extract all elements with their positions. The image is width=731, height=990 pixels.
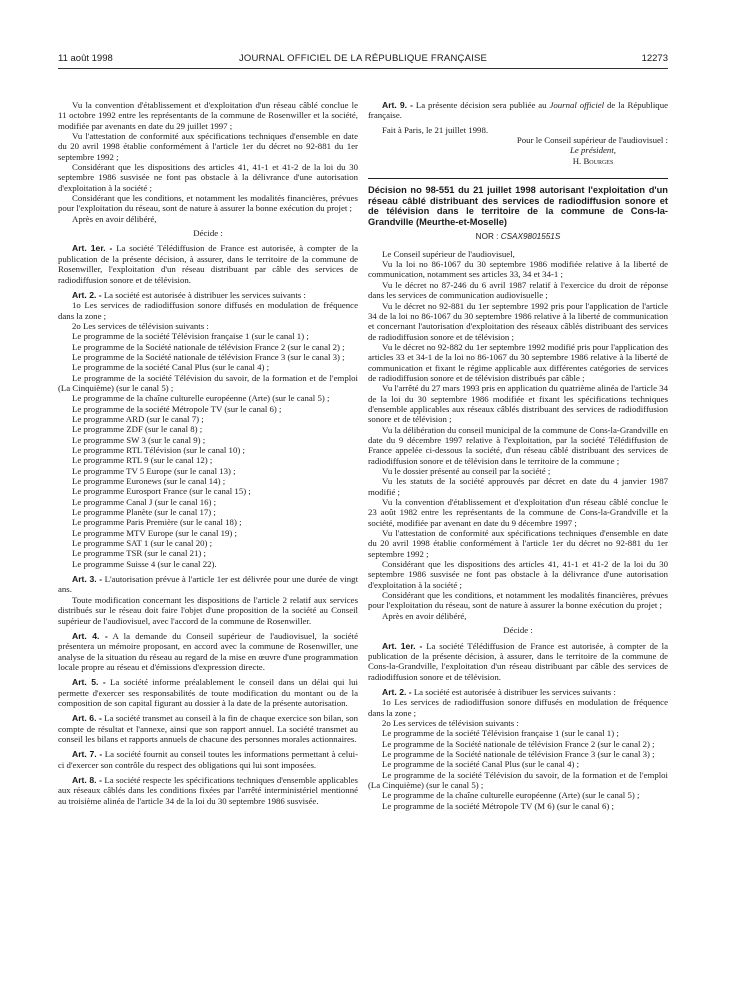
service-item: Le programme RTL Télévision (sur le canal 10) ;: [72, 445, 245, 455]
article-9: [368, 100, 668, 121]
article-text: A la demande du Conseil supérieur de l'audiovisuel, la société présentera un mémoire proposant, en accord avec la commune de Rosenwiller, une analyse de la situation du réseau au regard de la mise en œuvre d'une programmation locale propre au réseau et d'émissions d'expression directe.: [58, 630, 359, 672]
service-item: Le programme de la Société nationale de télévision France 3 (sur le canal 3) ;: [72, 351, 345, 362]
article: [58, 631, 358, 672]
consideration-paragraph: Après en avoir délibéré,: [72, 213, 157, 224]
article-9-text-a: La présente décision sera publiée au: [415, 100, 550, 110]
article: [58, 574, 358, 595]
article: [58, 290, 358, 300]
service-item: Le programme de la chaîne culturelle européenne (Arte) (sur le canal 5) ;: [382, 790, 640, 801]
service-item: Le programme de la société Canal Plus (sur le canal 4) ;: [72, 362, 270, 373]
consideration-paragraph: Considérant que les conditions, et notamment les modalités financières, prévues pour l'exploitation du réseau, sont de nature à assurer la bonne exécution du projet ;: [58, 193, 358, 214]
service-item: Le programme de la chaîne culturelle européenne (Arte) (sur le canal 5) ;: [72, 393, 330, 404]
article-number: Art. 4. -: [72, 630, 108, 641]
service-item: 1o Les services de radiodiffusion sonore diffusés en modulation de fréquence dans la zone ;: [368, 697, 668, 718]
article: [58, 243, 358, 284]
article-number: Art. 1er. -: [72, 243, 113, 254]
article-text: Toute modification concernant les dispositions de l'article 2 relatif aux services distribués sur le réseau doit faire l'objet d'une proposition de la société au Conseil supérieur de l'audiovisuel, avec l'accord de la commune de Rosenwiller.: [58, 594, 358, 626]
service-item: Le programme Canal J (sur le canal 16) ;: [72, 496, 217, 507]
service-item: Le programme SW 3 (sur le canal 9) ;: [72, 434, 206, 445]
article-number: Art. 1er. -: [382, 640, 423, 651]
right-considerations: [368, 249, 668, 621]
service-item: Le programme TV 5 Europe (sur le canal 13) ;: [72, 465, 236, 476]
service-item: Le programme Planète (sur le canal 17) ;: [72, 507, 216, 518]
service-item: Le programme RTL 9 (sur le canal 12) ;: [72, 455, 213, 466]
article-text: La société respecte les spécifications techniques d'ensemble applicables aux réseaux câblés dans les conditions fixées par l'arrêté interministériel mentionné au troisième alinéa de l'article 34 de la loi du 30 septembre 1986 susvisée.: [58, 774, 358, 806]
signature-role: [368, 145, 668, 155]
right-column: [368, 100, 668, 811]
service-item: Le programme de la Société nationale de télévision France 2 (sur le canal 2) ;: [382, 738, 655, 749]
consideration-paragraph: Vu la loi no 86-1067 du 30 septembre 1986 modifiée relative à la liberté de communication, notamment ses articles 33, 34 et 34-1 ;: [368, 259, 668, 280]
consideration-paragraph: Vu la convention d'établissement et d'exploitation d'un réseau câblé conclue le 23 août 1982 entre les représentants de la commune de Cons-la-Grandville et la société, modifiée par avenant en date du 9 décembre 1997 ;: [368, 497, 668, 528]
left-services-list: [58, 300, 358, 569]
service-item: Le programme de la société Télévision du savoir, de la formation et de l'emploi (La Cinquième) (sur le canal 5) ;: [368, 769, 668, 790]
service-item: Le programme de la société Télévision du savoir, de la formation et de l'emploi (La Cinquième) (sur le canal 5) ;: [58, 372, 358, 393]
consideration-paragraph: Vu le dossier présenté au conseil par la société ;: [382, 466, 551, 476]
article-text: La société est autorisée à distribuer les services suivants :: [103, 289, 306, 300]
article-9-text-b: de la République française.: [368, 100, 669, 121]
article: [58, 677, 358, 708]
service-item: Le programme Paris Première (sur le canal 18) ;: [72, 517, 242, 528]
service-item: 2o Les services de télévision suivants :: [72, 320, 209, 331]
article: [58, 749, 358, 770]
consideration-paragraph: Considérant que les dispositions des articles 41, 41-1 et 41-2 de la loi du 30 septembre 1986 susvisée ne font pas obstacle à la délivrance d'une autorisation d'exploitation à la société ;: [368, 559, 668, 590]
page-number: 12273: [641, 53, 668, 64]
article-text: La société transmet au conseil à la fin de chaque exercice son bilan, son compte de résultat et l'annexe, ainsi que son rapport annuel. La société transmet au conseil les bilans et rapports annuels de chacune des personnes morales actionnaires.: [58, 713, 358, 744]
consideration-paragraph: Vu le décret no 92-882 du 1er septembre 1992 modifié pris pour l'application des articles 33 et 34-1 de la loi no 86-1067 du 30 septembre 1986 relative à la liberté de communication et fixant le régime applicable aux différentes catégories de services de radiodiffusion sonore et de télévision distribués par câble ;: [368, 341, 668, 383]
service-item: 2o Les services de télévision suivants :: [382, 717, 519, 728]
article: [58, 713, 358, 744]
article-number: Art. 8. -: [72, 774, 102, 785]
article: [58, 775, 358, 806]
service-item: Le programme Eurosport France (sur le canal 15) ;: [72, 486, 251, 497]
consideration-paragraph: Vu l'attestation de conformité aux spécifications techniques d'ensemble en date du 20 avril 1998 établie conformément à l'article 1er du décret no 92-881 du 1er septembre 1992 ;: [368, 528, 668, 559]
left-considerations: [58, 100, 358, 224]
decision-title: Décision no 98-551 du 21 juillet 1998 autorisant l'exploitation d'un réseau câblé distribuant des services de radiodiffusion sonore et de télévision dans le territoire de la commune de Cons-la-Grandville (Meurthe-et-Moselle): [368, 178, 668, 227]
page-header: [58, 53, 668, 67]
service-item: Le programme ARD (sur le canal 7) ;: [72, 413, 204, 424]
article: [368, 687, 668, 697]
service-item: Le programme ZDF (sur le canal 8) ;: [72, 424, 203, 435]
article-text: La société fournit au conseil toutes les informations permettant à celui-ci d'exercer son contrôle du respect des obligations qui lui sont imposées.: [58, 749, 359, 770]
service-item: Le programme de la société Métropole TV (M 6) (sur le canal 6) ;: [382, 800, 614, 811]
article-number: Art. 7. -: [72, 749, 103, 760]
service-item: 1o Les services de radiodiffusion sonore diffusés en modulation de fréquence dans la zone ;: [58, 300, 358, 321]
header-rule: [58, 68, 668, 69]
article-9-number: Art. 9. -: [382, 100, 413, 110]
article-number: Art. 2. -: [72, 289, 102, 300]
left-articles-b: [58, 574, 358, 806]
article-number: Art. 3. -: [72, 574, 103, 585]
left-articles: [58, 243, 358, 300]
nor-code: CSAX9801551S: [500, 232, 561, 242]
service-item: Le programme MTV Europe (sur le canal 19) ;: [72, 527, 237, 538]
service-item: Le programme de la Société nationale de télévision France 2 (sur le canal 2) ;: [72, 341, 345, 352]
service-item: Le programme Suisse 4 (sur le canal 22).: [72, 558, 217, 569]
signature-role-text: Le président,: [570, 145, 616, 156]
right-services-list: [368, 697, 668, 811]
right-articles: [368, 641, 668, 698]
left-column: [58, 100, 358, 806]
header-date: 11 août 1998: [58, 53, 113, 64]
signature-place-date: Fait à Paris, le 21 juillet 1998.: [382, 124, 489, 135]
consideration-paragraph: Considérant que les dispositions des articles 41, 41-1 et 41-2 de la loi du 30 septembre 1986 susvisée ne font pas obstacle à la délivrance d'une autorisation d'exploitation à la société ;: [58, 162, 358, 193]
article-number: Art. 2. -: [382, 686, 412, 697]
journal-title: JOURNAL OFFICIEL DE LA RÉPUBLIQUE FRANÇAISE: [238, 53, 488, 64]
consideration-paragraph: Le Conseil supérieur de l'audiovisuel,: [382, 248, 515, 259]
signature-for: Pour le Conseil supérieur de l'audiovisuel :: [516, 135, 668, 146]
service-item: Le programme TSR (sur le canal 21) ;: [72, 548, 206, 559]
consideration-paragraph: Vu le décret no 92-881 du 1er septembre 1992 pris pour l'application de l'article 34 de la loi no 86-1067 du 30 septembre 1986 relative à la liberté de communication et concernant l'autorisation d'exploitation des réseaux câblés distribuant des services de radiodiffusion sonore et de télévision ;: [368, 300, 668, 342]
article-9-journal: Journal officiel: [549, 100, 605, 110]
article-number: Art. 5. -: [72, 677, 106, 688]
consideration-paragraph: Vu l'attestation de conformité aux spécifications techniques d'ensemble en date du 20 avril 1998 établie conformément à l'article 1er du décret no 92-881 du 1er septembre 1992 ;: [58, 131, 358, 162]
consideration-paragraph: Après en avoir délibéré,: [382, 610, 467, 621]
consideration-paragraph: Vu les statuts de la société approuvés par décret en date du 4 janvier 1987 modifié ;: [368, 476, 668, 497]
consideration-paragraph: Vu le décret no 87-246 du 6 avril 1987 relatif à l'exercice du droit de réponse dans les services de communication audiovisuelle ;: [368, 279, 668, 301]
article-number: Art. 6. -: [72, 713, 102, 724]
service-item: Le programme de la société Télévision française 1 (sur le canal 1) ;: [72, 331, 309, 342]
article-text: L'autorisation prévue à l'article 1er est délivrée pour une durée de vingt ans.: [58, 574, 359, 595]
consideration-paragraph: Vu la délibération du conseil municipal de la commune de Cons-la-Grandville en date du 9 décembre 1997 relative à l'exploitation, par la société Télédiffusion de France appelée ci-dessous la société, d'un réseau câblé distribuant des services de radiodiffusion sonore et de télévision dans le territoire de la commune ;: [368, 424, 668, 466]
consideration-paragraph: Vu l'arrêté du 27 mars 1993 pris en application du quatrième alinéa de l'article 34 de la loi du 30 septembre 1986 modifiée et fixant les spécifications techniques d'ensemble applicables aux réseaux câblés distribuant des services de radiodiffusion sonore et de télévision ;: [368, 383, 668, 425]
service-item: Le programme de la société Télévision française 1 (sur le canal 1) ;: [382, 728, 619, 739]
nor-label: NOR :: [475, 232, 499, 242]
left-decide: Décide :: [193, 228, 223, 239]
right-decide: Décide :: [503, 625, 533, 636]
service-item: Le programme Euronews (sur le canal 14) ;: [72, 476, 226, 487]
nor-reference: [368, 232, 668, 242]
service-item: Le programme de la société Métropole TV (sur le canal 6) ;: [72, 403, 282, 414]
service-item: Le programme de la société Canal Plus (sur le canal 4) ;: [382, 759, 580, 770]
consideration-paragraph: Vu la convention d'établissement et d'exploitation d'un réseau câblé conclue le 11 octobre 1992 entre les représentants de la commune de Rosenwiller et la société, modifiée par avenants en date du 29 juillet 1997 ;: [58, 100, 358, 131]
article: [58, 595, 358, 626]
article-text: La société Télédiffusion de France est autorisée, à compter de la publication de la présente décision, à assurer, dans le territoire de la commune de Cons-la-Grandville, l'exploitation d'un réseau distribuant par câble des services de radiodiffusion sonore et de télévision.: [368, 640, 668, 682]
service-item: Le programme de la Société nationale de télévision France 3 (sur le canal 3) ;: [382, 748, 655, 759]
article-text: La société Télédiffusion de France est autorisée, à compter de la publication de la présente décision, à assurer, dans le territoire de la commune de Rosenwiller, l'exploitation d'un réseau distribuant par câble des services de radiodiffusion sonore et de télévision.: [58, 243, 358, 285]
article-text: La société est autorisée à distribuer les services suivants :: [413, 686, 616, 697]
article-text: La société informe préalablement le conseil dans un délai qui lui permette d'exercer ses responsabilités de toute modification du montant ou de la composition de son capital figurant au dossier à la date de la présente autorisation.: [58, 677, 358, 708]
signature-name: H. Bourges: [572, 155, 614, 166]
consideration-paragraph: Considérant que les conditions, et notamment les modalités financières, prévues pour l'exploitation du réseau, sont de nature à assurer la bonne exécution du projet ;: [368, 590, 668, 611]
service-item: Le programme SAT 1 (sur le canal 20) ;: [72, 538, 213, 549]
article: [368, 641, 668, 682]
